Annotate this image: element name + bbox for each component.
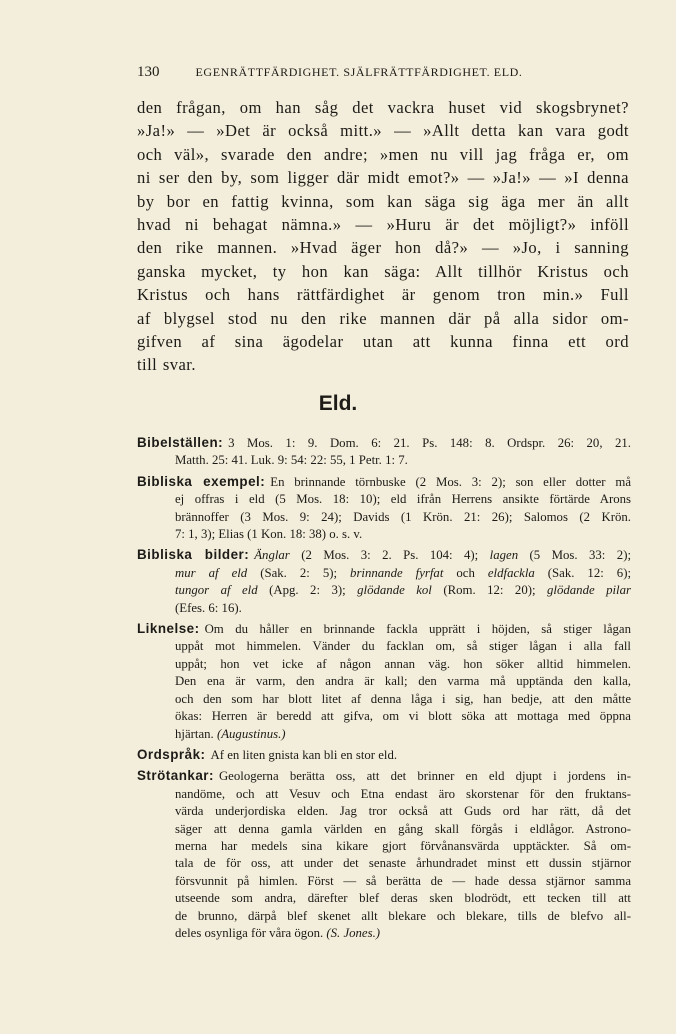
page-header (137, 64, 557, 81)
entry-text: 7: 1, 3); Elias (1 Kon. 18: 38) o. s. v. (175, 527, 363, 542)
paragraph-line: hvad ni behagat nämna.» — »Huru är det möjligt?» inföll (137, 215, 629, 235)
entry-text: utseende som andra, därefter blef deras sken blodrödt, ett tecken till att (175, 891, 631, 906)
entry-label: Bibelställen: (137, 435, 224, 450)
entry-liknelse (137, 620, 631, 743)
paragraph-line: ganska mycket, ty hon kan säga: Allt tillhör Kristus och (137, 261, 629, 281)
entry-text: (Rom. 12: 20); (431, 583, 548, 598)
entry-text: 3 Mos. 1: 9. Dom. 6: 21. Ps. 148: 8. Ordspr. 26: 20, 21. (228, 436, 631, 450)
entry-text: Af en liten gnista kan bli en stor eld. (210, 747, 398, 762)
paragraph-line: och väl», svarade den andre; »men nu vill jag fråga er, om (137, 144, 629, 164)
entry-text: (Apg. 2: 3); (257, 583, 358, 598)
entry-text: de brunno, därpå blef skenet allt blekare och blekare, tills de blefvo all- (175, 908, 631, 923)
entry-text: Om du håller en brinnande fackla upprätt i höjden, så stiger lågan (204, 622, 631, 637)
source-attribution: (S. Jones.) (326, 925, 381, 940)
entry-text: och (443, 565, 488, 580)
entry-label: Liknelse: (137, 621, 200, 637)
page-number: 130 (137, 64, 160, 80)
entry-label: Ordspråk: (137, 746, 206, 762)
entry-bibelstallen (137, 434, 631, 470)
image-term: eldfackla (487, 565, 535, 580)
entry-text: tala de för oss, att under det senaste århundradet minst ett dussin stjärnor (175, 856, 631, 871)
image-term: mur af eld (175, 565, 248, 580)
image-term: Änglar (254, 548, 290, 563)
entry-text: Geologerna berätta oss, att det brinner en eld djupt i jordens in- (218, 769, 631, 784)
entry-text: (2 Mos. 3: 2. Ps. 104: 4); (289, 548, 490, 563)
entry-text: uppåt mot himmelen. Vänder du facklan om, så stiger lågan i alla fall (175, 639, 631, 654)
entry-text: hjärtan. (175, 726, 217, 741)
entry-text: merna har medels sina kikare gjort förvånansvärda upptäckter. Så om- (175, 838, 631, 853)
source-attribution: (Augustinus.) (216, 726, 286, 741)
entry-text: deles osynliga för våra ögon. (175, 925, 327, 940)
entry-ordsprak (137, 746, 631, 764)
image-term: lagen (489, 548, 519, 563)
entry-text: (Efes. 6: 16). (175, 600, 242, 615)
entry-text: och den som har blott litet af denna låga i sig, han bedje, att den måtte (175, 691, 631, 706)
image-term: glödande kol (357, 583, 432, 598)
entry-label: Bibliska exempel: (137, 473, 266, 489)
paragraph-line: till svar. (137, 355, 196, 375)
entry-text: Den ena är varm, den andra är kall; den varma må upptända den kalla, (175, 674, 631, 689)
paragraph-line: gifven af sina ägodelar utan att kunna finna ett ord (137, 332, 629, 352)
entry-text: försvunnit på himlen. Först — så berätta de — hade dessa stjärnor samma (175, 873, 631, 888)
paragraph-line: by bor en fattig kvinna, som kan säga sig äga mer än allt (137, 191, 629, 211)
entry-bibliska-exempel (137, 473, 631, 544)
image-term: glödande pilar (547, 583, 631, 598)
entry-text: ökas: Herren är beredd att gifva, om vi blott söka att mottaga med öppna (175, 709, 631, 724)
section-title: Eld. (318, 392, 358, 415)
entry-text: (Sak. 12: 6); (534, 565, 632, 580)
paragraph-line: den frågan, om han såg det vackra huset vid skogsbrynet? (137, 98, 629, 117)
entry-text: (5 Mos. 33: 2); (518, 548, 632, 563)
entry-text: säger att denna gamla världen en gång skall förgås i eldlågor. Astrono- (175, 821, 631, 836)
paragraph-line: »Ja!» — »Det är också mitt.» — »Allt detta kan vara godt (137, 121, 629, 141)
image-term: brinnande fyrfat (350, 565, 444, 580)
entries-list (137, 434, 631, 945)
entry-label: Strötankar: (137, 768, 214, 784)
entry-text: (Sak. 2: 5); (247, 565, 351, 580)
entry-bibliska-bilder (137, 546, 631, 617)
entry-text: värda underjordiska elden. Jag tror också att Guds ord har rätt, då det (175, 804, 631, 819)
entry-text: Matth. 25: 41. Luk. 9: 54: 22: 55, 1 Petr. 1: 7. (175, 453, 408, 468)
entry-label: Bibliska bilder: (137, 547, 250, 563)
entry-text: ej offras i eld (5 Mos. 18: 10); eld ifrån Herrens ansikte förtärde Arons (175, 492, 631, 507)
paragraph-line: af blygsel stod nu den rike mannen där på alla sidor om- (137, 308, 629, 328)
paragraph-line: Kristus och hans rättfärdighet är genom tron min.» Full (137, 285, 629, 305)
entry-text: En brinnande törnbuske (2 Mos. 3: 2); son eller dotter må (270, 474, 631, 489)
paragraph-line: ni ser den by, som ligger där midt emot?» — »Ja!» — »I denna (137, 168, 629, 188)
body-paragraph (137, 96, 629, 377)
running-title: EGENRÄTTFÄRDIGHET. SJÄLFRÄTTFÄRDIGHET. ELD. (195, 65, 523, 79)
paragraph-line: den rike mannen. »Hvad äger hon då?» — »Jo, i sanning (137, 238, 629, 258)
entry-text: brännoffer (3 Mos. 9: 24); Davids (1 Krön. 21: 26); Salomos (2 Krön. (175, 509, 631, 524)
entry-text: uppåt; hon vet icke af någon annan väg. hon söker alltid himmelen. (175, 656, 631, 671)
image-term: tungor af eld (175, 583, 258, 598)
entry-text: nandöme, och att Vesuv och Etna endast äro skorstenar för den fruktans- (175, 786, 631, 801)
entry-strotankar (137, 767, 631, 942)
